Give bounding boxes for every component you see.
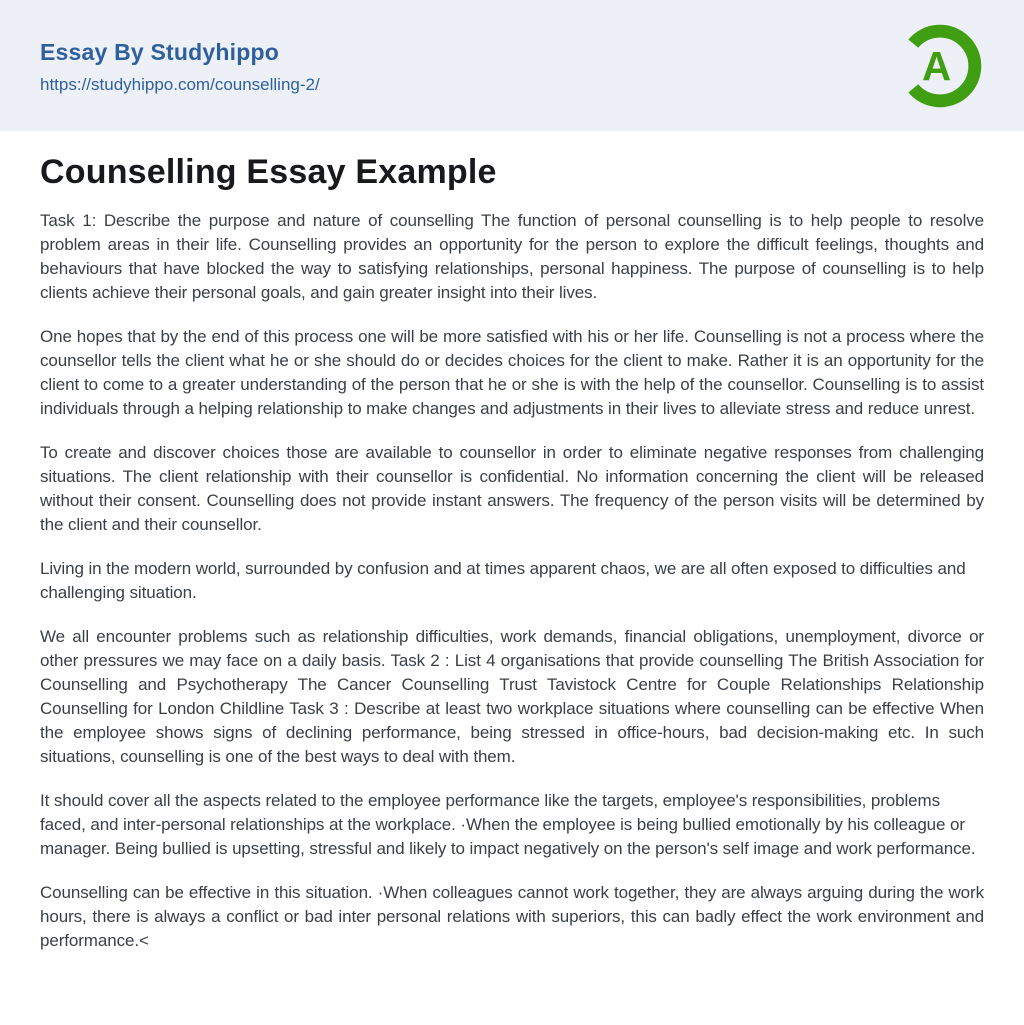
essay-paragraph-1: Task 1: Describe the purpose and nature of counselling The function of personal counselling is to help people to resolve problem areas in their life. Counselling provides an opportunity for the person to explore the difficult feelings, thoughts and behaviours that have blocked the way to satisfying relationships, personal happiness. The purpose of counselling is to help clients achieve their personal goals, and gain greater insight into their lives. [40, 211, 984, 302]
site-title: Essay By Studyhippo [40, 39, 279, 65]
logo-letter: A [921, 42, 952, 89]
studyhippo-logo [896, 20, 984, 112]
essay-paragraph-7: Counselling can be effective in this situation. ·When colleagues cannot work together, they are always arguing during the work hours, there is always a conflict or bad inter personal relations with superiors, this can badly effect the work environment and performance.< [40, 883, 984, 950]
essay-content [0, 131, 1024, 953]
essay-paragraph-3: To create and discover choices those are available to counsellor in order to eliminate negative responses from challenging situations. The client relationship with their counsellor is confidential. No information concerning the client will be released without their consent. Counselling does not provide instant answers. The frequency of the person visits will be determined by the client and their counsellor. [40, 443, 984, 534]
page-url-link[interactable]: https://studyhippo.com/counselling-2/ [40, 75, 320, 95]
essay-paragraph-2: One hopes that by the end of this process one will be more satisfied with his or her life. Counselling is not a process where the counsellor tells the client what he or she should do or decides choices for the client to make. Rather it is an opportunity for the client to come to a greater understanding of the person that he or she is with the help of the counsellor. Counselling is to assist individuals through a helping relationship to make changes and adjustments in their lives to alleviate stress and reduce unrest. [40, 327, 984, 418]
essay-paragraph-6: It should cover all the aspects related to the employee performance like the targets, employee's responsibilities, problems faced, and inter-personal relationships at the workplace. ·When the employee is being bullied emotionally by his colleague or manager. Being bullied is upsetting, stressful and likely to impact negatively on the person's self image and work performance. [40, 791, 976, 858]
logo-arc-icon [897, 23, 983, 109]
essay-title: Counselling Essay Example [40, 153, 497, 191]
header-text-block [40, 36, 320, 95]
essay-paragraph-5: We all encounter problems such as relationship difficulties, work demands, financial obligations, unemployment, divorce or other pressures we may face on a daily basis. Task 2 : List 4 organisations that provide counselling The British Association for Counselling and Psychotherapy The Cancer Counselling Trust Tavistock Centre for Couple Relationships Relationship Counselling for London Childline Task 3 : Describe at least two workplace situations where counselling can be effective When the employee shows signs of declining performance, being stressed in office-hours, bad decision-making etc. In such situations, counselling is one of the best ways to deal with them. [40, 627, 984, 766]
page-header [0, 0, 1024, 131]
essay-paragraph-4: Living in the modern world, surrounded by confusion and at times apparent chaos, we are all often exposed to difficulties and challenging situation. [40, 559, 966, 602]
